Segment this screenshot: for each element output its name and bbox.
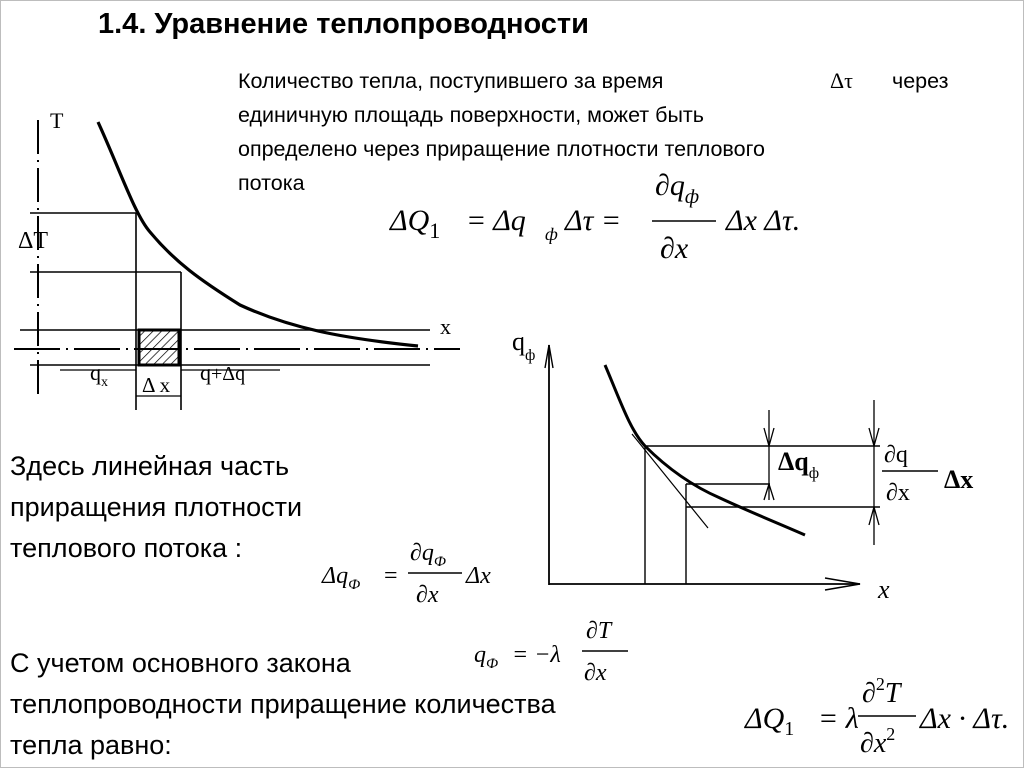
- svg-text:Δτ =: Δτ =: [565, 204, 622, 237]
- heat-flux-curve: [605, 365, 805, 535]
- svg-text:∂x2: $\partial x^2$: [860, 724, 896, 759]
- svg-text:ΔQ1: $\Delta Q_1$: [745, 702, 795, 740]
- para1-line-2: приращения плотности: [10, 492, 303, 522]
- tangent-line: [632, 434, 708, 528]
- qx-plus-dqx-label: q+Δq: [200, 360, 246, 385]
- para1-line-3: теплового потока :: [10, 533, 243, 563]
- svg-text:∂qф: $\partial q_ф$: [655, 169, 700, 208]
- dx-label: Δ x: [142, 373, 171, 397]
- svg-text:ф: ф: [545, 224, 558, 244]
- svg-text:∂x: ∂x: [416, 582, 439, 608]
- svg-text:= Δq: = Δq: [466, 204, 526, 237]
- svg-text:ΔQ1: $\Delta Q_1$: [390, 204, 441, 243]
- svg-text:∂x: ∂x: [584, 660, 607, 686]
- intro-line-1-tail: через: [892, 69, 949, 93]
- svg-text:= −λ: = −λ: [512, 642, 561, 668]
- svg-text:Δx Δτ.: Δx Δτ.: [726, 204, 801, 237]
- intro-line-1: Количество тепла, поступившего за время: [238, 69, 664, 93]
- svg-text:= λ: = λ: [818, 702, 859, 735]
- svg-text:∂q: ∂q: [884, 442, 908, 468]
- svg-text:∂qФ: $\partial q_Ф$: [410, 540, 446, 570]
- svg-text:∂x: ∂x: [886, 480, 910, 506]
- q-axis-label: $q_ф$: [512, 327, 536, 364]
- t-axis-label: T: [50, 108, 64, 133]
- svg-text:∂2T: ∂$^2$T: [862, 674, 901, 709]
- para1-line-1: Здесь линейная часть: [10, 451, 290, 481]
- temperature-curve: [98, 122, 418, 346]
- deriv-label: [882, 442, 973, 506]
- linear-part-formula: [321, 540, 491, 608]
- svg-text:∂T: ∂T: [586, 618, 612, 644]
- para2-line-3: тепла равно:: [10, 730, 172, 760]
- result-formula: [744, 674, 1009, 759]
- intro-delta-tau: Δτ: [830, 68, 853, 93]
- intro-line-2: единичную площадь поверхности, может быть: [238, 103, 704, 127]
- x-axis-label-right: x: [878, 575, 890, 604]
- intro-line-3: определено через приращение плотности теплового: [238, 137, 765, 161]
- svg-text:=: =: [384, 563, 398, 589]
- svg-text:qФ: $q_Ф$: [474, 642, 499, 672]
- svg-text:∂x: ∂x: [660, 232, 689, 265]
- main-formula: [389, 169, 800, 265]
- svg-text:Δx: Δx: [466, 563, 491, 589]
- dq-label: $\Delta q_ф$: [778, 447, 820, 482]
- para2-line-1: С учетом основного закона: [10, 648, 351, 678]
- fourier-law-formula: [474, 618, 628, 686]
- svg-text:Δx · Δτ.: Δx · Δτ.: [920, 702, 1010, 735]
- x-axis-label-left: x: [440, 314, 451, 339]
- svg-text:ΔqФ: $\Delta q_Ф$: [322, 563, 361, 593]
- delta-t-label: ΔT: [18, 228, 49, 254]
- qx-label: $q_x$: [90, 360, 108, 390]
- slide-title: 1.4. Уравнение теплопроводности: [98, 8, 589, 40]
- para2-line-2: теплопроводности приращение количества: [10, 689, 556, 719]
- svg-text:Δx: Δx: [944, 465, 974, 494]
- heat-flux-graph: [545, 345, 880, 590]
- hatched-element: [139, 330, 179, 365]
- intro-line-4: потока: [238, 171, 305, 195]
